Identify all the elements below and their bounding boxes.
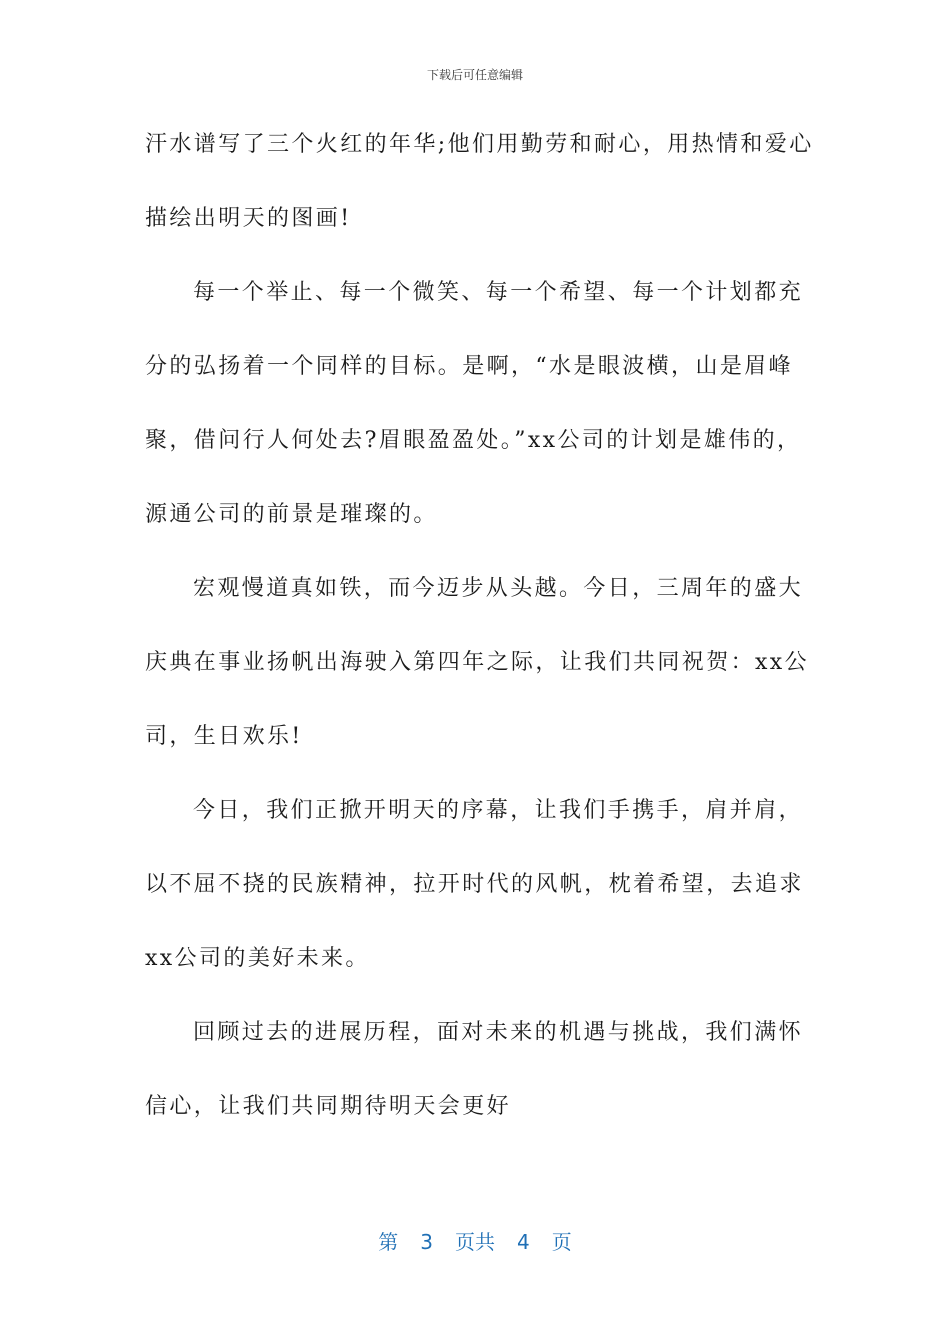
body-line: xx公司的美好未来。 — [145, 946, 370, 971]
document-body — [145, 125, 814, 1161]
paragraph-start-line: 回顾过去的进展历程，面对未来的机遇与挑战，我们满怀 — [193, 1020, 804, 1045]
paragraph-start-line: 宏观慢道真如铁，而今迈步从头越。今日，三周年的盛大 — [193, 576, 804, 601]
body-line: 汗水谱写了三个火红的年华;他们用勤劳和耐心，用热情和爱心 — [145, 132, 814, 157]
body-line: 以不屈不挠的民族精神，拉开时代的风帆，枕着希望，去追求 — [145, 872, 804, 897]
body-line: 司，生日欢乐! — [145, 724, 303, 749]
body-line: 聚，借问行人何处去?眉眼盈盈处。”xx公司的计划是雄伟的， — [145, 428, 802, 453]
footer-total-pages: 4 — [517, 1230, 530, 1254]
paragraph-start-line: 每一个举止、每一个微笑、每一个希望、每一个计划都充 — [193, 280, 804, 305]
footer-suffix: 页 — [551, 1230, 572, 1254]
page-header-note: 下载后可任意编辑 — [426, 68, 523, 82]
body-line: 源通公司的前景是璀璨的。 — [145, 502, 438, 527]
page-footer — [0, 1226, 950, 1255]
footer-page-number: 3 — [420, 1230, 433, 1254]
body-line: 信心，让我们共同期待明天会更好 — [145, 1094, 512, 1119]
footer-prefix: 第 — [378, 1230, 399, 1254]
paragraph-start-line: 今日，我们正掀开明天的序幕，让我们手携手，肩并肩， — [193, 798, 804, 823]
footer-middle: 页共 — [455, 1230, 495, 1254]
body-line: 分的弘扬着一个同样的目标。是啊，“水是眼波横，山是眉峰 — [145, 354, 794, 379]
body-line: 描绘出明天的图画! — [145, 206, 352, 231]
body-line: 庆典在事业扬帆出海驶入第四年之际，让我们共同祝贺：xx公 — [145, 650, 810, 675]
